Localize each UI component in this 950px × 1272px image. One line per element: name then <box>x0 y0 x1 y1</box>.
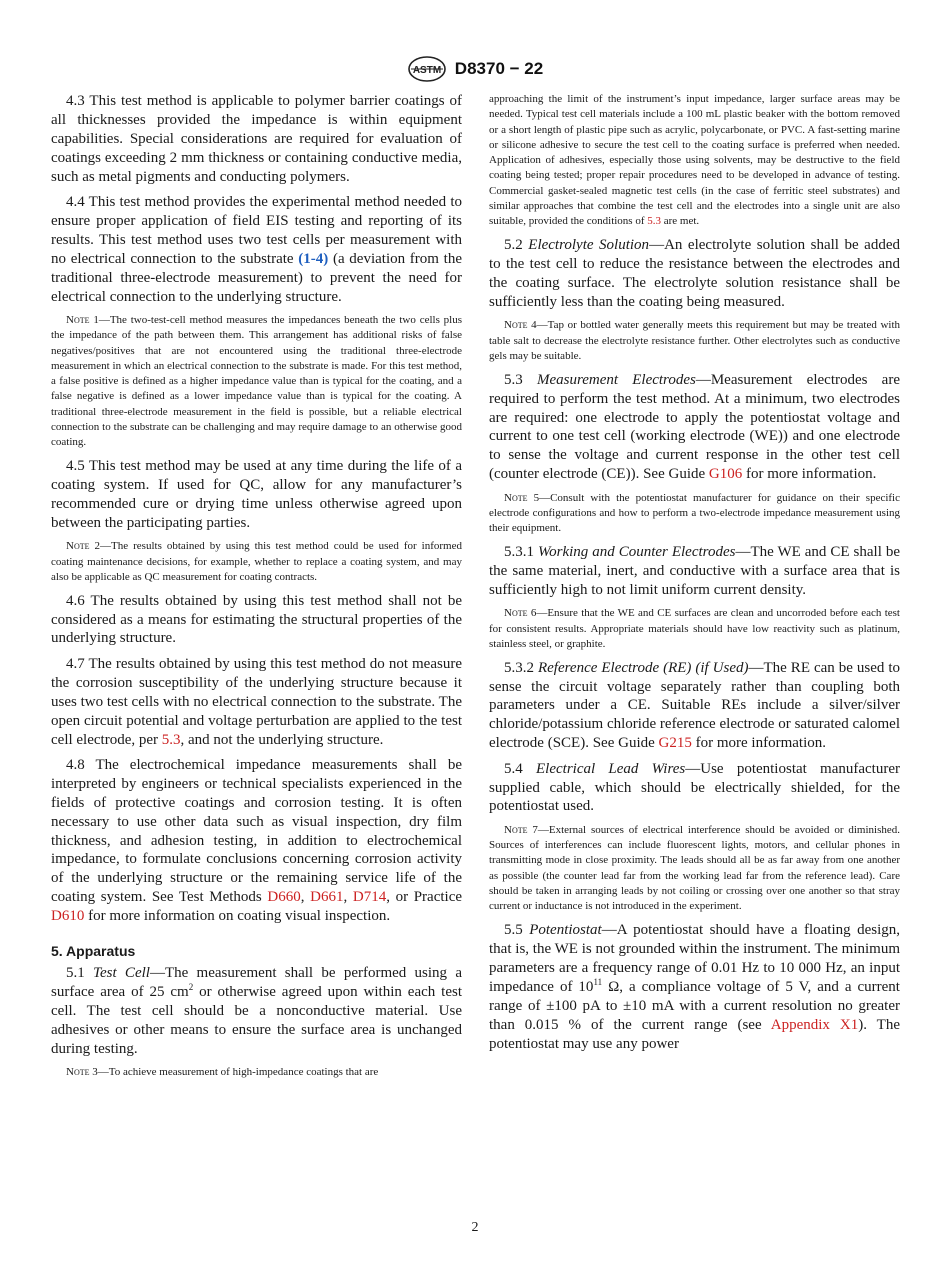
page-number: 2 <box>471 1220 479 1235</box>
svg-text:ASTM: ASTM <box>412 65 441 76</box>
section-4-7: 4.7 The results obtained by using this test method do not measure the corrosion susceptibility of the underlying structure because it uses two test cells with no electrical connection to the substrate. The open circuit potential and voltage perturbation are applied to the test cell electrode, per 5.3, and not the underlying structure. <box>51 655 462 748</box>
section-5-1: 5.1 Test Cell—The measurement shall be performed using a surface area of 25 $cm^2$ or otherwise agreed upon within each test cell. The test cell should be a nonconductive material. Use adhesives or other means to ensure the surface area is unchanged during testing. <box>51 965 463 1057</box>
section-5-3: 5.3 Measurement Electrodes—Measurement electrodes are required to perform the test method. At a minimum, two electrodes are required: one electrode to apply the potentiostat voltage and current to one test cell (working electrode (WE)) and one electrode to sense the voltage and current response in the other test cell (counter electrode (CE)). See Guide G106 for more information. <box>489 371 900 483</box>
link-d610[interactable]: D610 <box>51 908 85 925</box>
link-5-3-note[interactable]: 5.3 <box>647 215 661 228</box>
link-d714[interactable]: D714 <box>352 889 387 906</box>
note-1: Note 1—The two-test-cell method measures the impedances beneath the two cells plus the impedance of the path between them. This arrangement has additional risks of false negatives/positives that are not encountered using the traditional three-electrode measurement in which an electrical connection to the substrate is made. For this test method, a false positive is defined as a higher impedance value than is typical for the coating, and a false negative is defined as a lower impedance value than is typical for the coating. A traditional three-electrode measurement in the field is possible, but a reliable electrical connection to the substrate can be challenging and may require damage to an otherwise good coating. <box>51 313 463 449</box>
section-5-3-2: 5.3.2 Reference Electrode (RE) (if Used)—The RE can be used to sense the circuit voltage separately rather than coupling both parameters under a CE. Suitable REs include a silver/silver chloride/potassium chloride reference electrode or saturated calomel electrode (SCE). See Guide G215 for more information. <box>489 659 901 752</box>
note-5: Note 5—Consult with the potentiostat manufacturer for guidance on their specific electrode configurations and how to perform a two-electrode impedance measurement using their equipment. <box>489 491 900 535</box>
section-4-5: 4.5 This test method may be used at any time during the life of a coating system. If used for QC, allow for any manufacturer’s recommended cure or drying time unless otherwise agreed upon between the participating parties. <box>51 458 462 531</box>
section-5-4: 5.4 Electrical Lead Wires—Use potentiostat manufacturer supplied cable, which should be electrically shielded, for the potentiostat used. <box>489 760 901 815</box>
right-column <box>489 92 900 1060</box>
note-2: Note 2—The results obtained by using this test method could be used for informed coating maintenance decisions, for example, whether to replace a coating system, and may also be applicable as QC measurement for coating contracts. <box>51 540 462 583</box>
section-4-4: 4.4 This test method provides the experimental method needed to ensure proper application of field EIS testing and reporting of its results. This test method uses two test cells per measurement with no electrical connection to the substrate (1-4) (a deviation from the traditional three-electrode measurement) to prevent the need for electrical connection to the underlying structure. <box>51 194 462 305</box>
page-header <box>0 54 950 84</box>
note-3-continued: approaching the limit of the instrument’s input impedance, larger surface areas may be needed. Typical test cell materials include a 100 mL plastic beaker with the bottom removed or a short length of plastic pipe such as acrylic, polycarbonate, or PVC. A fast-setting marine or silicone adhesive to secure the test cell to the coating surface is preferred when needed. Application of adhesives, especially those using solvents, may be destructive to the field coating being tested; proper repair procedures need to be developed in advance of testing. Commercial gasket-sealed magnetic test cells (in the case of ferritic steel substrates) and similar approaches that combine the test cell and the electrodes into a single unit are also suitable, provided the conditions of 5.3 are met. <box>489 93 900 228</box>
section-4-8: 4.8 The electrochemical impedance measurements shall be interpreted by engineers or technical specialists experienced in the fields of protective coatings and corrosion testing. It is often necessary to use other data such as visual inspection, dry film thickness, and adhesion testing, in addition to electrochemical impedance, to formulate conclusions concerning corrosion activity of the underlying structure or the remaining service life of the coating system. See Test Methods D660, D661, D714, or Practice D610 for more information on coating visual inspection. <box>51 756 463 925</box>
note-7: Note 7—External sources of electrical interference should be avoided or diminished. Sources of interferences can include fluorescent lights, motors, and cellular phones in transmitting mode in close proximity. The leads should all be as far away from one another as possible (the counter lead far from the working lead far from the reference lead). Care should be taken in arranging leads by not coiling or crossing over one another so that stray current or inductance is not introduced in the experiment. <box>489 823 900 913</box>
document-code: D8370 − 22 <box>454 59 544 78</box>
left-column <box>51 92 462 1087</box>
section-4-6: 4.6 The results obtained by using this test method shall not be considered as a means for estimating the structural properties of the underlying structure. <box>51 592 462 647</box>
link-5-3[interactable]: 5.3 <box>161 731 181 748</box>
section-5-5: 5.5 Potentiostat—A potentiostat should have a floating design, that is, the WE is not grounded within the instrument. The minimum parameters are a frequency range of 0.01 Hz to 10 000 Hz, an input impedance of $10^{11}$ Ω, a compliance voltage of 5 V, and a current range of ±100 pA to ±10 mA with a current resolution no greater than 0.015 % of the current range (see Appendix X1). The potentiostat may use any power <box>489 922 901 1052</box>
link-g106[interactable]: G106 <box>708 466 743 483</box>
link-d661[interactable]: D661 <box>310 889 344 906</box>
note-3: Note 3—To achieve measurement of high-impedance coatings that are <box>66 1066 379 1079</box>
note-6: Note 6—Ensure that the WE and CE surfaces are clean and uncorroded before each test for consistent results. Appropriate materials should have low reactivity such as platinum, stainless steel, or graphite. <box>489 607 900 650</box>
link-g215[interactable]: G215 <box>658 735 692 752</box>
link-appendix-x1[interactable]: Appendix X1 <box>770 1016 859 1033</box>
section-5-3-1: 5.3.1 Working and Counter Electrodes—The WE and CE shall be the same material, inert, and conductive with a surface area that is sufficiently high to not limit uniform current density. <box>489 544 901 598</box>
reference-link-1-4[interactable]: (1-4) <box>298 250 329 267</box>
link-d660[interactable]: D660 <box>267 889 301 906</box>
astm-logo-icon <box>407 54 447 84</box>
section-5-2: 5.2 Electrolyte Solution—An electrolyte solution shall be added to the test cell to reduce the resistance between the electrodes and the coating surface. The electrolyte solution resistance shall be sufficiently less than the coating being measured. <box>489 237 900 310</box>
section-heading-apparatus: 5. Apparatus <box>51 943 136 960</box>
section-4-3: 4.3 This test method is applicable to polymer barrier coatings of all thicknesses provided the impedance is within equipment capabilities. Special considerations are required for evaluation of coatings exceeding 2 mm thickness or containing conductive media, such as metal pigments and conducting polymers. <box>51 93 462 185</box>
note-4: Note 4—Tap or bottled water generally meets this requirement but may be treated with table salt to decrease the electrolyte resistance further. Other electrolytes such as conductive gels may be suitable. <box>489 319 900 362</box>
